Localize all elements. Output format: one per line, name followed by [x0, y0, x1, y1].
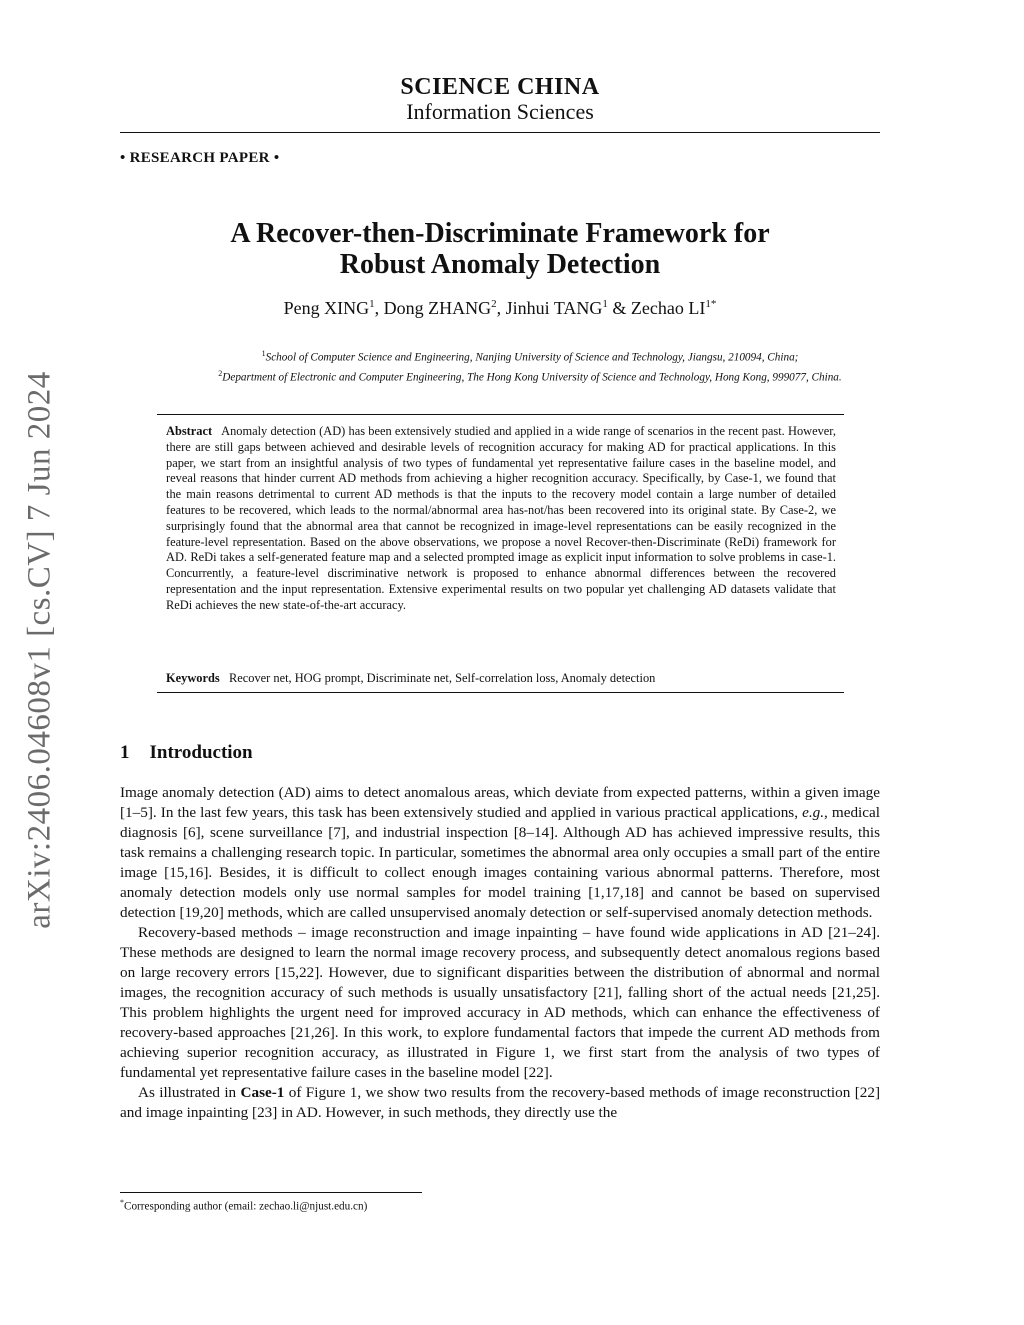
author-affiliation-mark: 1: [369, 298, 375, 310]
title-line-2: Robust Anomaly Detection: [339, 249, 661, 280]
author-separator: &: [607, 298, 631, 318]
text-run: of Figure 1, we show two results from the recovery-based methods of image reconstruction [22] and image inpainting [23] in AD. However, in such methods, they directly use the: [120, 1084, 881, 1121]
abstract-bottom-rule: [157, 692, 844, 693]
affiliation-1: [100, 346, 960, 366]
abstract-top-rule: [157, 414, 844, 415]
section-heading: [120, 742, 253, 764]
affiliation-mark: 1: [261, 349, 266, 358]
paragraph: [120, 1083, 880, 1123]
author-name: Dong ZHANG: [383, 298, 492, 318]
abstract-label: Abstract: [166, 424, 213, 438]
paper-title: [120, 218, 880, 280]
header-rule: [120, 132, 880, 133]
title-line-1: A Recover-then-Discriminate Framework for: [230, 218, 770, 249]
author-name: Jinhui TANG: [505, 298, 603, 318]
affiliation-2: [100, 366, 960, 386]
author-affiliation-mark: 1*: [705, 298, 717, 310]
footnote-rule: [120, 1192, 422, 1193]
paragraph: [120, 783, 880, 923]
paper-type-label: • RESEARCH PAPER •: [120, 150, 280, 166]
body-text: [120, 783, 880, 1123]
affiliations: [100, 346, 960, 385]
arxiv-identifier-stamp: arXiv:2406.04608v1 [cs.CV] 7 Jun 2024: [21, 371, 58, 929]
abstract: [166, 424, 836, 614]
footnote-text: Corresponding author (email: zechao.li@njust.edu.cn): [124, 1200, 368, 1213]
affiliation-text: School of Computer Science and Engineering, Nanjing University of Science and Technology, Jiangsu, 210094, China;: [265, 351, 799, 364]
keywords: [166, 671, 836, 686]
author-affiliation-mark: 2: [491, 298, 497, 310]
journal-subtitle: Information Sciences: [406, 99, 594, 124]
abstract-text: Anomaly detection (AD) has been extensively studied and applied in a wide range of scenarios in the recent past. However, there are still gaps between achieved and desirable levels of recognition accuracy for making AD for practical applications. In this paper, we start from an insightful analysis of two types of fundamental yet representative failure cases in the baseline model, and reveal reasons that hinder current AD methods from achieving a higher recognition accuracy. Specifically, by Case-1, we found that the main reasons detrimental to current AD methods is that the inputs to the recovery model contain a large number of detailed features to be recovered, which leads to the normal/abnormal area has-not/has been recovered into its original state. By Case-2, we surprisingly found that the abnormal area that cannot be recognized in image-level representations can be easily recognized in the feature-level representation. Based on the above observations, we propose a novel Recover-then-Discriminate (ReDi) framework for AD. ReDi takes a self-generated feature map and a selected prompted image as explicit input information to solve problems in case-1. Concurrently, a feature-level discriminative network is proposed to enhance abnormal differences between the recovered representation and the input representation. Extensive experimental results on two popular yet challenging AD datasets validate that ReDi achieves the new state-of-the-art accuracy.: [166, 424, 837, 612]
author-list: [120, 298, 880, 319]
text-run: , medical diagnosis [6], scene surveillance [7], and industrial inspection [8–14]. Although AD has achieved impressive results, this task remains a challenging research topic. In particular, sometimes the abnormal area only occupies a small part of the entire image [15,16]. Besides, it is difficult to collect enough images containing various abnormal patterns. Therefore, most anomaly detection models only use normal samples for model training [1,17,18] and cannot be based on supervised detection [19,20] methods, which are called unsupervised anomaly detection or self-supervised anomaly detection methods.: [120, 804, 880, 921]
author-separator: ,: [496, 298, 506, 318]
keywords-text: Recover net, HOG prompt, Discriminate net, Self-correlation loss, Anomaly detection: [229, 671, 656, 685]
affiliation-mark: 2: [218, 368, 223, 378]
author-name: Zechao LI: [630, 298, 706, 318]
keywords-label: Keywords: [166, 671, 220, 685]
journal-name: SCIENCE CHINA: [400, 74, 600, 100]
section-number: 1: [120, 742, 130, 763]
text-run: Image anomaly detection (AD) aims to detect anomalous areas, which deviate from expected patterns, within a given image [1–5]. In the last few years, this task has been extensively studied and applied in various practical applications,: [120, 784, 880, 821]
author-name: Peng XING: [283, 298, 370, 318]
journal-header: [120, 74, 880, 125]
footnote: [120, 1198, 367, 1213]
section-title: Introduction: [149, 742, 253, 763]
text-run-italic: e.g.: [802, 804, 825, 821]
author-separator: ,: [374, 298, 384, 318]
text-run-bold: Case-1: [240, 1084, 285, 1101]
affiliation-text: Department of Electronic and Computer Engineering, The Hong Kong University of Science and Technology, Hong Kong, 999077, China.: [222, 371, 842, 384]
author-affiliation-mark: 1: [602, 298, 608, 310]
text-run: As illustrated in: [138, 1084, 241, 1101]
paragraph: Recovery-based methods – image reconstruction and image inpainting – have found wide applications in AD [21–24]. These methods are designed to learn the normal image recovery process, and subsequently detect anomalous regions based on large recovery errors [15,22]. However, due to significant disparities between the distribution of abnormal and normal images, the recognition accuracy of such methods is usually unsatisfactory [21], falling short of the actual needs [21,25]. This problem highlights the urgent need for improved accuracy in AD methods, which can enhance the effectiveness of recovery-based approaches [21,26]. In this work, to explore fundamental factors that impede the current AD methods from achieving superior recognition accuracy, as illustrated in Figure 1, we first start from the analysis of two types of fundamental yet representative failure cases in the baseline model [22].: [120, 924, 880, 1081]
footnote-mark: *: [120, 1198, 124, 1207]
